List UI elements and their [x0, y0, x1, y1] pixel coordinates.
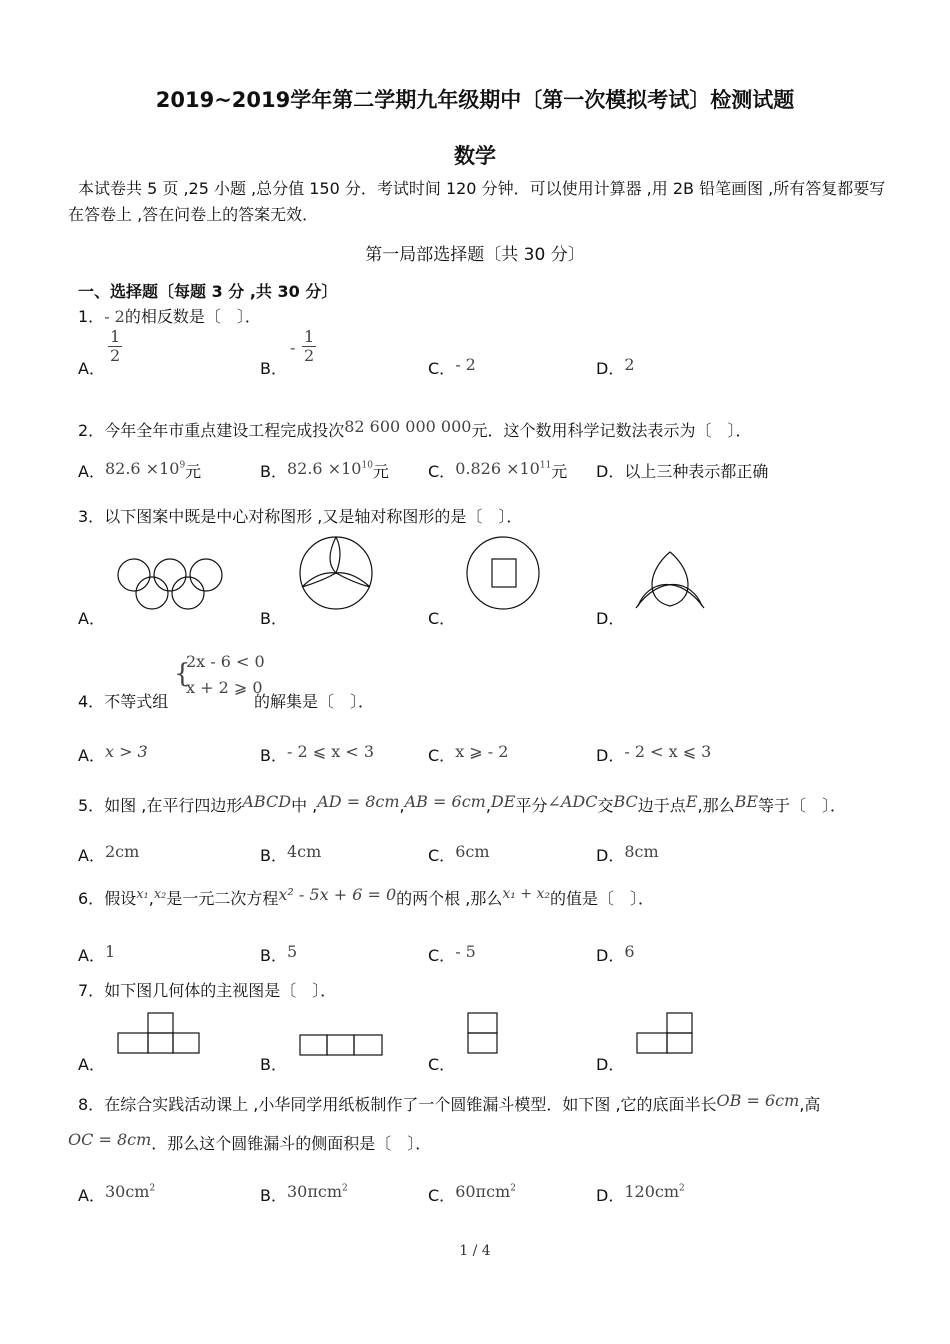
system-line-2: x + 2 ⩾ 0	[186, 678, 263, 697]
fraction: $\frac{1}{2}$	[110, 327, 121, 365]
q8-option-d: D．$120cm^2$	[596, 1182, 685, 1205]
q4-option-d: D．- 2 < x ⩽ 3	[596, 742, 712, 765]
q4-option-a: A．x > 3	[78, 742, 148, 765]
question-4: 4．不等式组	[78, 692, 169, 711]
front-view-option-c	[467, 1011, 499, 1055]
part-one-heading: 第一局部选择题〔共 30 分〕	[365, 245, 585, 265]
q6-option-d: D．6	[596, 942, 635, 965]
q1-option-a: A． $\frac{1}{2}$	[78, 327, 121, 378]
q5-option-d: D．8cm	[596, 842, 659, 865]
front-view-option-d	[636, 1011, 696, 1055]
section-heading: 一、选择题〔每题 3 分 ,共 30 分〕	[78, 282, 338, 301]
olympic-rings-figure	[110, 555, 230, 615]
subject-title: 数学	[454, 144, 496, 168]
question-4-tail: 的解集是〔 〕．	[254, 692, 375, 711]
q8-option-a: A．$30cm^2$	[78, 1182, 156, 1205]
exam-title: 2019~2019学年第二学期九年级期中〔第一次模拟考试〕检测试题	[155, 88, 795, 112]
q6-option-b: B．5	[260, 942, 298, 965]
q4-option-c: C．x ⩾ - 2	[428, 742, 509, 765]
question-8: 8．在综合实践活动课上 ,小华同学用纸板制作了一个圆锥漏斗模型．如下图 ,它的底面半长OB = 6cm,高	[78, 1091, 821, 1114]
exam-instructions: 本试卷共 5 页 ,25 小题 ,总分值 150 分．考试时间 120 分钟．可以使用计算器 ,用 2B 铅笔画图 ,所有答复都要写在答卷上 ,答在问卷上的答案无效．	[68, 179, 886, 224]
q8-option-b: B．30πcm$^2$	[260, 1182, 348, 1205]
q2-option-b: B．$82.6 \times 10^{10}$元	[260, 459, 389, 481]
question-3: 3．以下图案中既是中心对称图形 ,又是轴对称图形的是〔 〕．	[78, 507, 523, 526]
front-view-option-a	[117, 1011, 201, 1055]
q7-option-b-label: B．	[260, 1055, 287, 1074]
q2-option-a: A．$82.6 \times 10^9$元	[78, 459, 202, 481]
question-2: 2．今年全年市重点建设工程完成投次82 600 000 000元．这个数用科学记数法表示为〔 〕．	[78, 417, 752, 440]
q4-option-b: B．- 2 ⩽ x < 3	[260, 742, 375, 765]
q1-option-d: D．2	[596, 355, 635, 378]
front-view-option-b	[299, 1033, 385, 1057]
question-7: 7．如下图几何体的主视图是〔 〕．	[78, 981, 337, 1000]
q3-option-b-label: B．	[260, 609, 287, 628]
q2-option-c: C．$0.826 \times 10^{11}$元	[428, 459, 568, 481]
q3-option-a-label: A．	[78, 609, 105, 628]
circle-with-square-figure	[465, 535, 545, 615]
q1-option-c: C．- 2	[428, 355, 476, 378]
q1-option-b: B． - $\frac{1}{2}$	[260, 327, 315, 378]
fraction: $\frac{1}{2}$	[304, 327, 315, 365]
question-1: 1．- 2的相反数是〔 〕．	[78, 307, 261, 326]
circle-three-petal-figure	[298, 535, 378, 615]
q6-option-c: C．- 5	[428, 942, 476, 965]
triquetra-figure	[634, 550, 710, 614]
question-8-line-2: OC = 8cm．那么这个圆锥漏斗的侧面积是〔 〕．	[68, 1130, 432, 1153]
question-6: 6．假设$^{x_1}$,$^{x_2}$是一元二次方程x² - 5x + 6 = 0的两个根 ,那么x₁ + x₂的值是〔 〕．	[78, 885, 654, 908]
page-number: 1 / 4	[459, 1243, 491, 1259]
system-line-1: 2x - 6 < 0	[186, 652, 265, 671]
brace-symbol: {	[174, 659, 191, 689]
q8-option-c: C．60πcm$^2$	[428, 1182, 516, 1205]
q7-option-d-label: D．	[596, 1055, 625, 1074]
q2-option-d: D．以上三种表示都正确	[596, 462, 769, 481]
question-5: 5．如图 ,在平行四边形ABCD中 ,AD = 8cm,AB = 6cm,DE平分∠ADC交BC边于点E,那么BE等于〔 〕．	[78, 792, 847, 815]
q5-option-c: C．6cm	[428, 842, 490, 865]
q7-option-a-label: A．	[78, 1055, 105, 1074]
q6-option-a: A．1	[78, 942, 116, 965]
q5-option-a: A．2cm	[78, 842, 140, 865]
q7-option-c-label: C．	[428, 1055, 456, 1074]
q3-option-d-label: D．	[596, 609, 625, 628]
q5-option-b: B．4cm	[260, 842, 322, 865]
q3-option-c-label: C．	[428, 609, 456, 628]
